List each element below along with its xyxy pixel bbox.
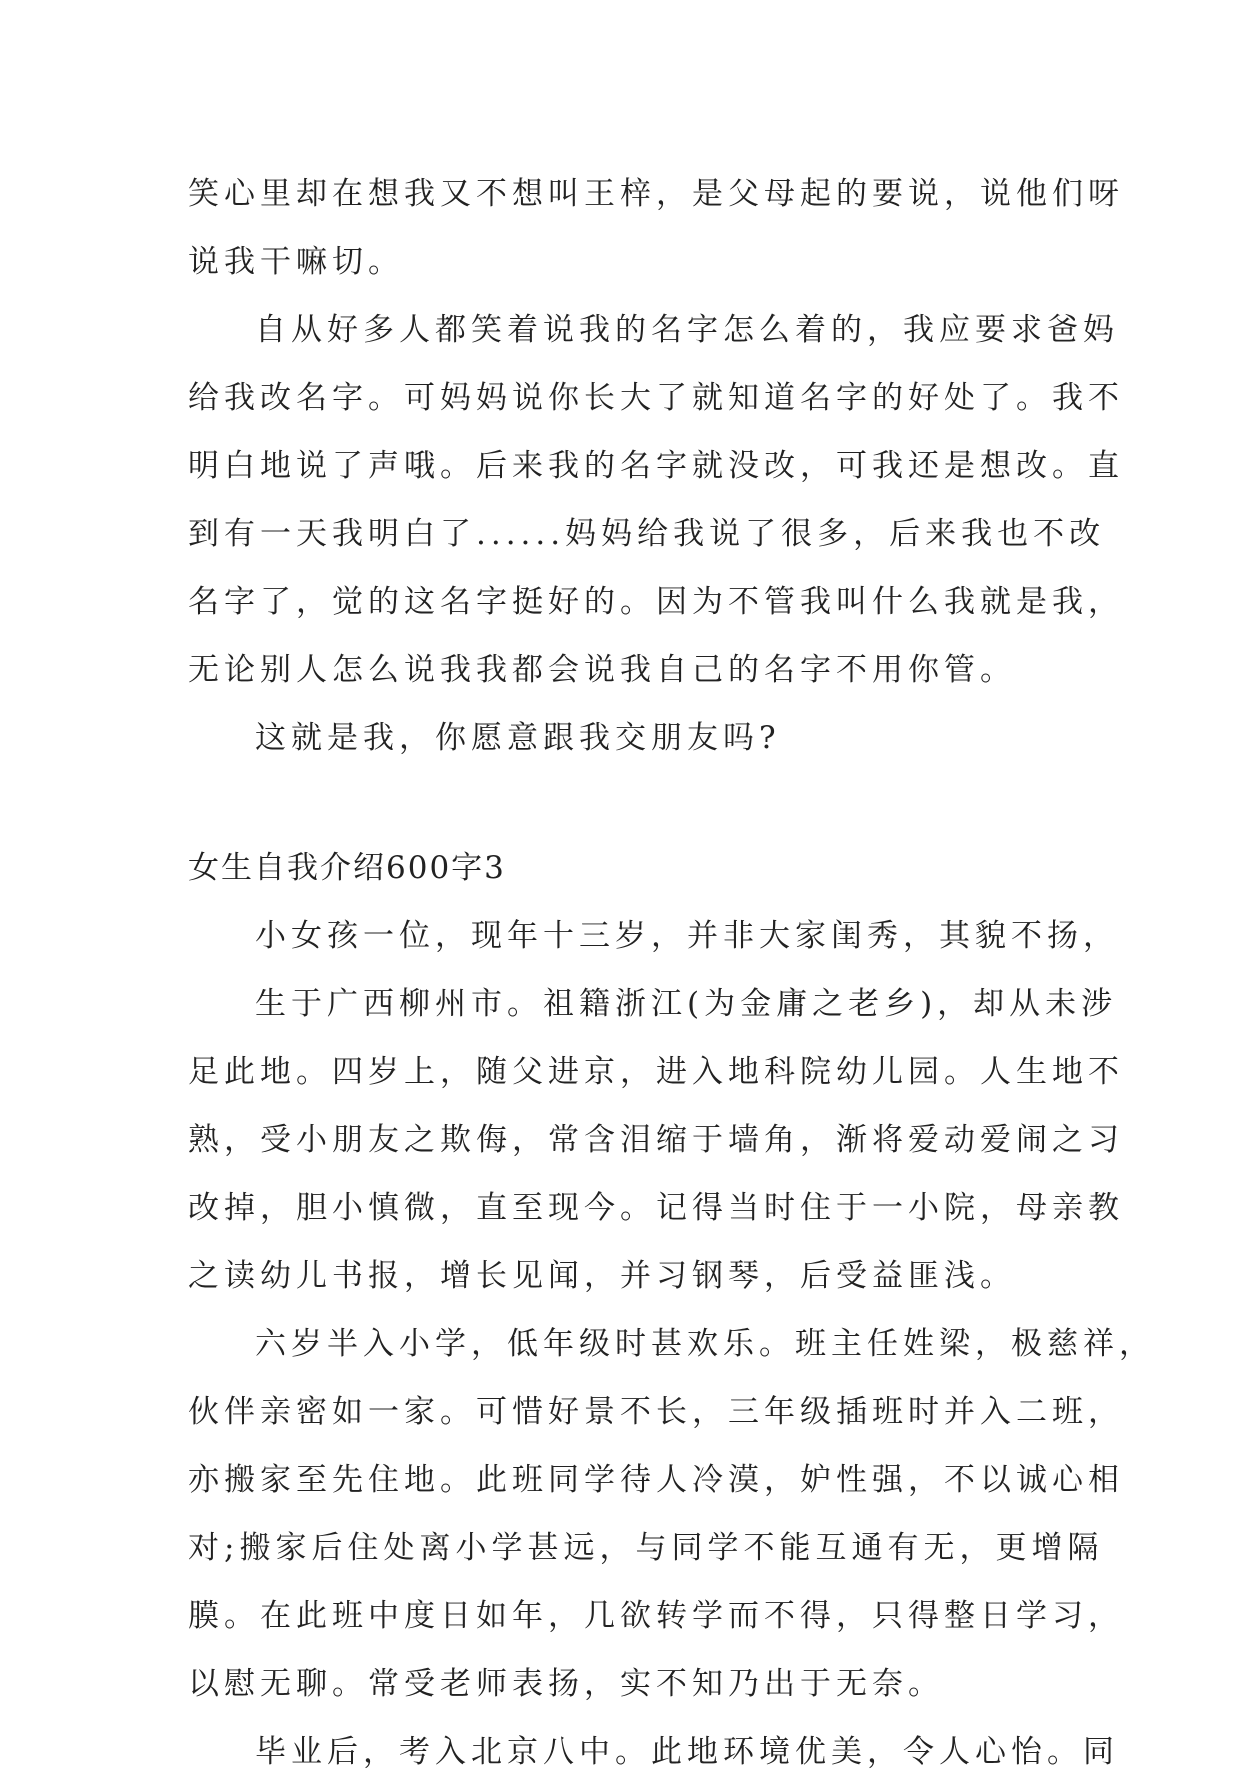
text-line: 给我改名字。可妈妈说你长大了就知道名字的好处了。我不 bbox=[188, 380, 1124, 416]
spacer bbox=[188, 772, 1068, 834]
text-line: 之读幼儿书报，增长见闻，并习钢琴，后受益匪浅。 bbox=[188, 1258, 1016, 1294]
text-line: 伙伴亲密如一家。可惜好景不长，三年级插班时并入二班， bbox=[188, 1394, 1124, 1430]
text-line: 亦搬家至先住地。此班同学待人冷漠，妒性强，不以诚心相 bbox=[188, 1462, 1124, 1498]
paragraph bbox=[188, 160, 1124, 296]
text-line: 无论别人怎么说我我都会说我自己的名字不用你管。 bbox=[188, 652, 1016, 688]
text-line: 对;搬家后住处离小学甚远，与同学不能互通有无，更增隔 bbox=[188, 1530, 1104, 1566]
paragraph bbox=[188, 1310, 1155, 1718]
text-line: 笑心里却在想我又不想叫王梓，是父母起的要说，说他们呀 bbox=[188, 176, 1124, 212]
text-line: 熟，受小朋友之欺侮，常含泪缩于墙角，渐将爱动爱闹之习 bbox=[188, 1122, 1124, 1158]
paragraph bbox=[188, 970, 1124, 1310]
text-line: 名字了，觉的这名字挺好的。因为不管我叫什么我就是我， bbox=[188, 584, 1124, 620]
paragraph bbox=[188, 1718, 1119, 1786]
text-line: 六岁半入小学，低年级时甚欢乐。班主任姓梁，极慈祥， bbox=[255, 1326, 1155, 1362]
text-line: 自从好多人都笑着说我的名字怎么着的，我应要求爸妈 bbox=[255, 312, 1119, 348]
paragraph bbox=[188, 296, 1124, 704]
text-line: 生于广西柳州市。祖籍浙江(为金庸之老乡)，却从未涉 bbox=[255, 986, 1118, 1022]
paragraph bbox=[188, 704, 1068, 772]
text-line: 膜。在此班中度日如年，几欲转学而不得，只得整日学习， bbox=[188, 1598, 1124, 1634]
paragraph bbox=[188, 902, 1119, 970]
text-line: 到有一天我明白了......妈妈给我说了很多，后来我也不改 bbox=[188, 516, 1106, 552]
text-line: 以慰无聊。常受老师表扬，实不知乃出于无奈。 bbox=[188, 1666, 944, 1702]
text-line: 说我干嘛切。 bbox=[188, 244, 404, 280]
section-heading: 女生自我介绍600字3 bbox=[188, 850, 506, 886]
text-line: 明白地说了声哦。后来我的名字就没改，可我还是想改。直 bbox=[188, 448, 1124, 484]
text-line: 这就是我，你愿意跟我交朋友吗? bbox=[255, 720, 781, 756]
text-line: 毕业后，考入北京八中。此地环境优美，令人心怡。同 bbox=[255, 1734, 1119, 1770]
text-line: 改掉，胆小慎微，直至现今。记得当时住于一小院，母亲教 bbox=[188, 1190, 1124, 1226]
text-line: 足此地。四岁上，随父进京，进入地科院幼儿园。人生地不 bbox=[188, 1054, 1124, 1090]
text-line: 小女孩一位，现年十三岁，并非大家闺秀，其貌不扬， bbox=[255, 918, 1119, 954]
document-page bbox=[188, 160, 1155, 1786]
